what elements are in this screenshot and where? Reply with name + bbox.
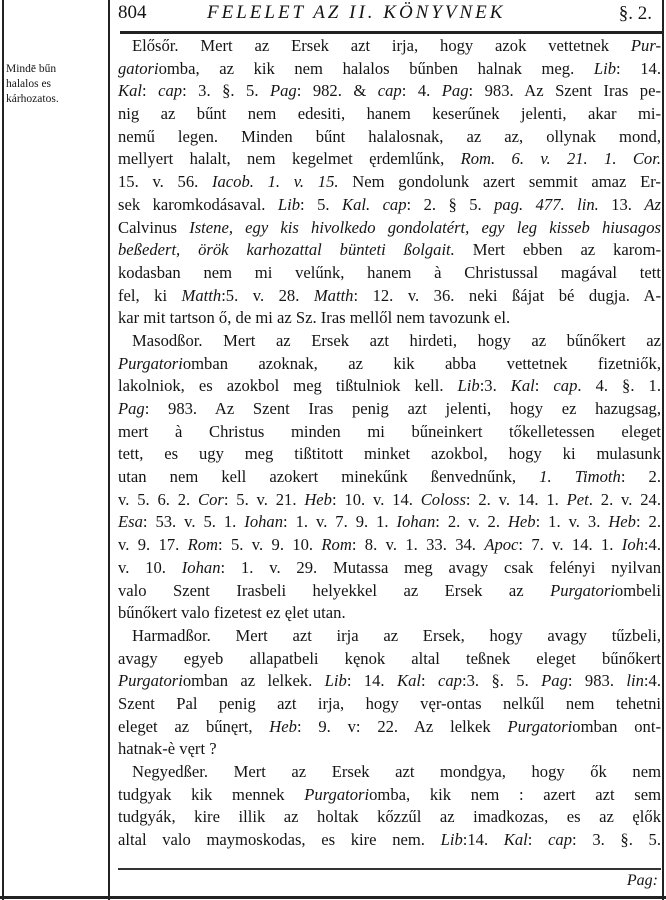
text-line (118, 829, 661, 852)
section-mark: §. 2. (618, 3, 652, 24)
text-segment: v. 9. 17. (118, 535, 188, 555)
italic-reference: beßedert, örök karhozattal bünteti ßolgait. (118, 240, 455, 260)
text-segment: Calvinus (118, 217, 190, 237)
text-segment: : 983. (567, 671, 627, 691)
italic-reference: Iacob. 1. v. 15. (211, 172, 339, 192)
text-line (118, 330, 661, 353)
text-segment: lakolniok, es azokbol meg tißtulniok kell. (118, 376, 458, 396)
text-segment: . 4. §. 1. (577, 376, 661, 396)
italic-reference: Rom. 6. v. 21. 1. Cor. (460, 149, 661, 169)
italic-reference: lin (626, 671, 644, 691)
text-line (118, 716, 661, 739)
text-segment: valo Szent Irasbeli helyekkel az Ersek az (118, 580, 551, 600)
text-segment: : 5. v. 21. (223, 489, 305, 509)
text-segment: : (534, 376, 554, 396)
text-line (118, 80, 661, 103)
text-line (118, 602, 661, 625)
text-segment: hatnak-è vęrt ? (118, 739, 217, 759)
italic-reference: Kal. cap (342, 194, 407, 214)
text-line (118, 217, 661, 240)
text-line (118, 353, 661, 376)
text-line (118, 625, 661, 648)
text-line (118, 375, 661, 398)
text-segment: : 3. §. 5. (182, 81, 270, 101)
italic-reference: Pur- (630, 36, 661, 55)
text-segment: mellyert halalt, nem kegelmet ęrdemlűnk, (118, 149, 461, 169)
italic-reference: Purgatori (118, 671, 183, 691)
text-segment: : 2. § 5. (406, 194, 495, 214)
text-segment: :4. (643, 535, 661, 555)
text-line (118, 534, 661, 557)
italic-reference: cap (553, 376, 578, 396)
text-segment: : 5. (300, 194, 342, 214)
text-segment: Elősőr. Mert az Ersek azt irja, hogy azok vettetnek (132, 36, 631, 55)
text-segment: tudgyák, kire illik az holtak kőzzűl az imadkozas, es az ęlők (118, 807, 661, 827)
text-segment: v. 5. 6. 2. (118, 489, 199, 509)
italic-reference: Lib (457, 376, 480, 396)
margin-note-line: halalos es (6, 78, 52, 90)
bottom-edge-rule (0, 896, 666, 899)
text-segment: :3. §. 5. (461, 671, 542, 691)
text-segment: altal valo maymoskodas, es kire nem. (118, 830, 441, 850)
italic-reference: Az (644, 194, 661, 214)
italic-reference: Kal (503, 830, 528, 850)
margin-note-line: kárhozatos. (6, 93, 59, 105)
text-segment: : 1. v. 7. 9. 1. (283, 512, 397, 532)
text-segment: :3. (479, 376, 511, 396)
italic-reference: gatori (118, 58, 159, 78)
text-line (118, 761, 661, 784)
text-segment: eleget az bűnęrt, (118, 716, 270, 736)
italic-reference: Purgatori (118, 353, 183, 373)
text-segment: Harmadßor. Mert azt irja az Ersek, hogy avagy tűzbeli, (132, 625, 661, 645)
text-segment: : 983. Az Szent Iras pe- (468, 81, 661, 101)
text-segment: : 2. v. 14. 1. (465, 489, 567, 509)
text-segment: : (141, 81, 159, 101)
text-segment: : 1. v. 29. Mutassa meg avagy csak felényi nyilvan (220, 557, 661, 577)
text-segment: : 12. v. 36. neki ßájat bé dugja. A- (353, 285, 661, 305)
text-segment: v. 10. (118, 557, 182, 577)
text-segment: 15. v. 56. (118, 172, 212, 192)
text-line (118, 171, 661, 194)
text-line (118, 670, 661, 693)
text-line (118, 398, 661, 421)
margin-note-line: Mindē bűn (6, 63, 57, 75)
italic-reference: cap (548, 830, 573, 850)
text-line (118, 103, 661, 126)
text-segment: Masodßor. Mert az Ersek azt hirdeti, hogy az bűnőkert az (132, 330, 661, 350)
text-line (118, 580, 661, 603)
text-segment: sek karomkodásaval. (118, 194, 278, 214)
italic-reference: 1. Timoth (539, 467, 621, 487)
text-line (118, 421, 661, 444)
text-segment: omban azoknak, az kik abba vettetnek fizetniők, (182, 353, 661, 373)
text-segment: Nem gondolunk azert semmit amaz Er- (338, 172, 661, 192)
text-segment: : 4. (401, 81, 442, 101)
text-segment: Negyedßer. Mert az Ersek azt mondgya, hogy ők nem (132, 762, 661, 781)
body-text (118, 35, 661, 852)
italic-reference: Esa (118, 512, 143, 532)
text-segment: : 9. v: 22. Az lelkek (296, 716, 508, 736)
text-segment: kar mit tartson ő, de mi az Sz. Iras mellől nem tavozunk el. (118, 308, 511, 328)
text-segment: : 3. §. 5. (572, 830, 661, 850)
italic-reference: Matth (181, 285, 222, 305)
header-rule (120, 31, 662, 34)
italic-reference: Lib (593, 58, 617, 78)
page-number: 804 (118, 2, 147, 23)
text-line (118, 148, 661, 171)
text-line (118, 511, 661, 534)
italic-reference: Heb (608, 512, 636, 532)
text-line (118, 194, 661, 217)
text-segment: avagy egyeb allapatbeli kęnok altal teßnek eleget bűnőkert (118, 648, 661, 668)
text-segment: mert à Christus minden mi bűneinkert tőkelletessen eleget (118, 421, 661, 441)
page-header (112, 0, 660, 30)
text-segment: tudgyak kik mennek (118, 784, 305, 804)
italic-reference: Pag (269, 81, 297, 101)
text-segment: 13. (598, 194, 645, 214)
left-frame-line (2, 0, 4, 900)
text-segment: omban ont- (572, 716, 661, 736)
margin-note (6, 62, 98, 107)
text-line (118, 557, 661, 580)
italic-reference: Iohan (181, 557, 221, 577)
italic-reference: Kal (118, 81, 142, 101)
text-segment: : 8. v. 1. 33. 34. (351, 535, 485, 555)
text-segment: omba, kik nem : azert azt sem (369, 784, 661, 804)
text-line (118, 239, 661, 262)
text-segment: kodasban nem mi velűnk, hanem à Christussal magával tett (118, 262, 661, 282)
italic-reference: cap (158, 81, 183, 101)
italic-reference: Rom (187, 535, 219, 555)
italic-reference: Lib (277, 194, 301, 214)
text-segment: : 14. (616, 58, 661, 78)
text-segment: : 2. v. 2. (435, 512, 508, 532)
text-segment: : (527, 830, 549, 850)
text-line (118, 806, 661, 829)
text-segment: : 10. v. 14. (331, 489, 421, 509)
text-segment: : 5. v. 9. 10. (218, 535, 322, 555)
text-segment: : 2. (620, 467, 661, 487)
italic-reference: cap (438, 671, 462, 691)
text-segment: fel, ki (118, 285, 182, 305)
text-segment: :4. (643, 671, 661, 691)
text-line (118, 262, 661, 285)
text-line (118, 307, 661, 330)
italic-reference: Kal (510, 376, 535, 396)
italic-reference: Lib (324, 671, 347, 691)
text-segment: nemű legen. Minden bűnt halalosnak, az az, ollynak mond, (118, 126, 661, 146)
text-line (118, 35, 661, 58)
text-segment: : 53. v. 5. 1. (142, 512, 245, 532)
italic-reference: Istene, egy kis hivolkedo gondolatért, egy leg kisseb hiusagos (189, 217, 661, 237)
italic-reference: Heb (304, 489, 332, 509)
text-segment: . 2. v. 24. (588, 489, 661, 509)
italic-reference: Heb (269, 716, 297, 736)
italic-reference: pag. 477. lin. (494, 194, 599, 214)
text-segment: tett, es ugy meg tißtitott minket azokbol, hogy ki mulasunk (118, 444, 661, 464)
italic-reference: Kal (397, 671, 421, 691)
text-line (118, 693, 661, 716)
running-title: FELELET AZ II. KÖNYVNEK (207, 2, 506, 23)
text-line (118, 648, 661, 671)
italic-reference: Lib (440, 830, 463, 850)
text-segment: : (420, 671, 439, 691)
text-segment: omba, az kik nem halalos bűnben halnak meg. (158, 58, 594, 78)
italic-reference: Cor (198, 489, 224, 509)
italic-reference: Ioh (621, 535, 644, 555)
text-segment: : 983. Az Szent Iras penig azt jelenti, hogy ez hazugsag, (144, 399, 661, 418)
right-frame-line (662, 0, 664, 900)
italic-reference: Pag (118, 399, 145, 418)
text-line (118, 126, 661, 149)
text-line (118, 489, 661, 512)
text-segment: :14. (462, 830, 504, 850)
text-segment: Mert ebben az karom- (454, 240, 662, 260)
italic-reference: Pag (441, 81, 469, 101)
text-line (118, 466, 661, 489)
text-segment: Szent Pal penig azt irja, hogy vęr-ontas nelkűl nem tehetni (118, 693, 661, 713)
text-line (118, 58, 661, 81)
italic-reference: Iohan (396, 512, 436, 532)
italic-reference: Purgatori (507, 716, 573, 736)
italic-reference: cap (377, 81, 402, 101)
italic-reference: Rom (321, 535, 352, 555)
text-segment: : 7. v. 14. 1. (518, 535, 622, 555)
text-segment: ombeli (614, 580, 661, 600)
text-segment: : 1. v. 3. (535, 512, 609, 532)
italic-reference: Iohan (244, 512, 284, 532)
italic-reference: Purgatori (550, 580, 615, 600)
text-segment: nig az bűnt nem edesiti, hanem keserűnek jelenti, akar mi- (118, 104, 661, 124)
italic-reference: Matth (313, 285, 354, 305)
text-segment: : 2. (635, 512, 661, 532)
column-divider (108, 0, 110, 900)
italic-reference: Heb (507, 512, 536, 532)
footer-rule (118, 868, 661, 870)
text-line (118, 443, 661, 466)
text-segment: utan nem kell azokert minekűnk ßenvednűnk, (118, 467, 540, 487)
text-segment: : 14. (346, 671, 397, 691)
text-segment: omban az lelkek. (182, 671, 325, 691)
italic-reference: Pet (566, 489, 589, 509)
italic-reference: Apoc (484, 535, 519, 555)
italic-reference: Purgatori (304, 784, 370, 804)
italic-reference: Pag (541, 671, 568, 691)
text-segment: :5. v. 28. (221, 285, 314, 305)
text-line (118, 285, 661, 308)
italic-reference: Coloss (420, 489, 466, 509)
text-line (118, 784, 661, 807)
text-segment: : 982. & (296, 81, 378, 101)
text-segment: bűnőkert valo fizetest ez ęlet utan. (118, 603, 346, 623)
catchword: Pag: (626, 872, 658, 889)
text-line (118, 738, 661, 761)
